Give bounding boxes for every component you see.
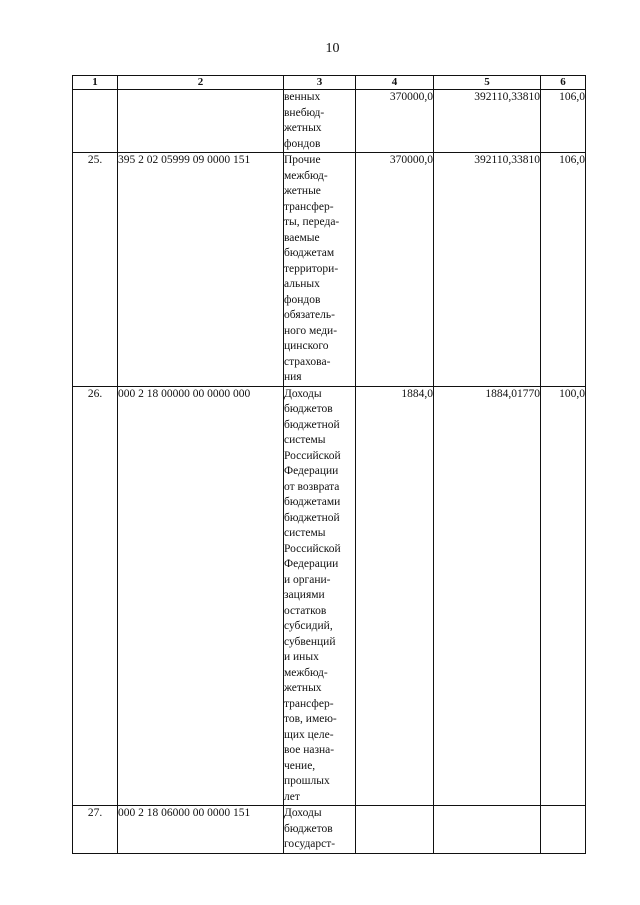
income-name-line: субсидий, xyxy=(284,620,333,632)
column-header: 4 xyxy=(356,76,434,90)
execution-percent: 106,0 xyxy=(541,153,586,387)
income-name-line: фондов xyxy=(284,137,321,150)
income-name-line: Доходы xyxy=(284,807,322,819)
income-name-line: ния xyxy=(284,371,302,383)
income-name-line: чение, xyxy=(284,759,316,772)
classification-code: 000 2 18 00000 00 0000 000 xyxy=(118,386,284,806)
income-name-line: трансфер- xyxy=(284,697,334,710)
row-number: 25. xyxy=(73,153,118,387)
row-number: 26. xyxy=(73,386,118,806)
plan-amount xyxy=(356,806,434,854)
income-name xyxy=(284,90,356,153)
income-name-line: альных xyxy=(284,278,320,290)
income-name-line: бюджетов xyxy=(284,403,333,415)
plan-amount: 370000,0 xyxy=(356,90,434,153)
income-name-line: Прочие xyxy=(284,154,321,166)
income-name-line: тов, имею- xyxy=(284,713,337,725)
income-name-line: венных xyxy=(284,91,321,103)
plan-amount: 370000,0 xyxy=(356,153,434,387)
income-name-line: страхова- xyxy=(284,355,331,368)
income-name-line: ваемые xyxy=(284,231,320,244)
column-header: 2 xyxy=(118,76,284,90)
actual-amount: 392110,33810 xyxy=(434,90,541,153)
income-name-line: лет xyxy=(284,790,300,803)
page-number: 10 xyxy=(325,41,340,56)
income-name-line: Федерации xyxy=(284,558,339,570)
budget-table xyxy=(72,75,586,854)
income-name-line: государст- xyxy=(284,838,336,850)
income-name-line: Федерации xyxy=(284,465,339,477)
income-name xyxy=(284,153,356,387)
income-name-line: Доходы xyxy=(284,387,322,400)
income-name-line: щих целе- xyxy=(284,728,334,741)
column-header: 6 xyxy=(541,76,586,90)
income-name-line: фондов xyxy=(284,293,321,306)
income-name-line: трансфер- xyxy=(284,200,334,213)
table-row xyxy=(73,153,586,387)
income-name-line: бюджетам xyxy=(284,247,335,259)
execution-percent xyxy=(541,806,586,854)
income-name-line: ного меди- xyxy=(284,324,338,337)
income-name-line: жетных xyxy=(284,682,322,694)
table-body xyxy=(73,90,586,854)
classification-code xyxy=(118,90,284,153)
income-name xyxy=(284,386,356,806)
table-row xyxy=(73,90,586,153)
income-name-line: внебюд- xyxy=(284,106,325,119)
row-number: 27. xyxy=(73,806,118,854)
income-name-line: бюджетной xyxy=(284,418,340,431)
income-name-line: субвенций xyxy=(284,635,336,648)
actual-amount xyxy=(434,806,541,854)
column-header: 3 xyxy=(284,76,356,90)
column-header: 5 xyxy=(434,76,541,90)
income-name-line: остатков xyxy=(284,604,327,617)
income-name-line: жетных xyxy=(284,122,322,134)
income-name-line: зациями xyxy=(284,589,325,601)
income-name-line: Российской xyxy=(284,449,341,462)
income-name-line: бюджетами xyxy=(284,496,341,508)
income-name-line: межбюд- xyxy=(284,169,328,182)
column-header: 1 xyxy=(73,76,118,90)
income-name-line: Российской xyxy=(284,542,341,555)
income-name-line: бюджетов xyxy=(284,822,333,835)
income-name-line: территори- xyxy=(284,262,339,275)
row-number xyxy=(73,90,118,153)
header-row xyxy=(73,76,586,90)
income-name-line: обязатель- xyxy=(284,309,335,321)
classification-code: 395 2 02 05999 09 0000 151 xyxy=(118,153,284,387)
plan-amount: 1884,0 xyxy=(356,386,434,806)
income-name-line: и органи- xyxy=(284,573,331,586)
income-name-line: жетные xyxy=(284,185,321,197)
income-name-line: системы xyxy=(284,527,326,539)
execution-percent: 106,0 xyxy=(541,90,586,153)
income-name-line: ты, переда- xyxy=(284,216,340,228)
table-row xyxy=(73,806,586,854)
income-name-line: цинского xyxy=(284,340,329,352)
execution-percent: 100,0 xyxy=(541,386,586,806)
income-name-line: вое назна- xyxy=(284,744,335,756)
actual-amount: 1884,01770 xyxy=(434,386,541,806)
income-name-line: и иных xyxy=(284,651,319,663)
income-name-line: от возврата xyxy=(284,480,340,493)
actual-amount: 392110,33810 xyxy=(434,153,541,387)
income-name-line: прошлых xyxy=(284,775,330,787)
table-row xyxy=(73,386,586,806)
income-name-line: межбюд- xyxy=(284,666,328,679)
income-name xyxy=(284,806,356,854)
classification-code: 000 2 18 06000 00 0000 151 xyxy=(118,806,284,854)
income-name-line: системы xyxy=(284,434,326,446)
income-name-line: бюджетной xyxy=(284,511,340,524)
